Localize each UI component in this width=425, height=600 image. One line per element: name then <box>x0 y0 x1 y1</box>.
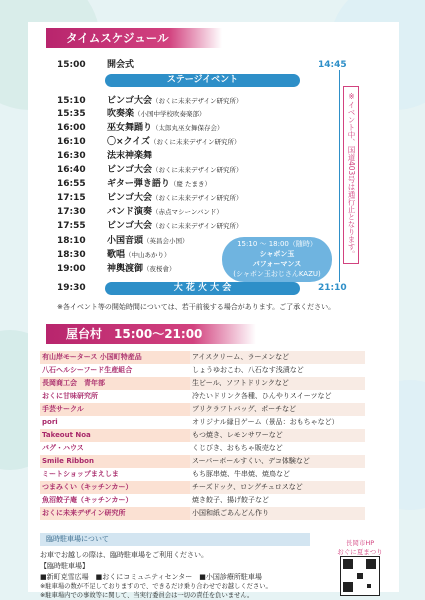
schedule-event <box>107 58 134 72</box>
stall-vendor: つまみくい（キッチンカー） <box>40 481 190 494</box>
schedule-event-performer: （おくに未来デザイン研究所） <box>152 194 243 202</box>
schedule-event-name: ビンゴ大会 <box>107 96 153 106</box>
schedule-event-name: 神輿渡御 <box>107 264 144 274</box>
stall-menu: ブリクラフトバッグ、ポーチなど <box>192 405 297 413</box>
schedule-event-performer: （英昌会小国） <box>143 237 189 245</box>
schedule-event-performer: （おくに未来デザイン研究所） <box>152 97 243 105</box>
schedule-event-performer: （小国中学校吹奏楽部） <box>134 110 206 118</box>
schedule-event-name: ビンゴ大会 <box>107 221 153 231</box>
stall-menu: 小国和紙ごあんどん作り <box>192 509 269 517</box>
stall-menu: 焼き餃子、揚げ餃子など <box>192 496 269 504</box>
schedule-event-performer: （おくに未来デザイン研究所） <box>152 166 243 174</box>
stall-vendor: 長岡商工会 青年部 <box>40 377 190 390</box>
stall-vendor: 魚沼餃子庵（キッチンカー） <box>42 496 133 504</box>
bubble-line: パフォーマンス <box>252 260 302 268</box>
schedule-event-name: 巫女舞踊り <box>107 123 153 133</box>
qr-label <box>336 538 384 556</box>
stall-menu: もち豚串焼、牛串焼、焼鳥など <box>192 470 290 478</box>
schedule-event-name: ビンゴ大会 <box>107 165 153 175</box>
timeline-line <box>339 70 340 282</box>
stall-vendor: Smile Ribbon <box>40 455 190 468</box>
road-closure-note: ※イベント中、国道403号は通行止となります。 <box>343 86 359 264</box>
schedule-event-name: 吹奏楽 <box>107 109 135 119</box>
schedule-note: ※各イベント等の開始時間については、若干前後する場合があります。ご了承ください。 <box>57 303 336 311</box>
schedule-event-performer: （夜桜會） <box>143 265 176 273</box>
stall-menu: チーズドック、ロングチュロスなど <box>192 483 303 491</box>
schedule-event-performer: （中山あかり） <box>125 251 171 259</box>
schedule-event <box>107 177 211 191</box>
schedule-time: 16:10 <box>57 137 86 147</box>
stall-vendor: おくに未来デザイン研究所 <box>40 507 190 520</box>
bubble-line: (シャボン玉おじさんKAZU) <box>233 270 321 278</box>
schedule-event-name: ビンゴ大会 <box>107 193 153 203</box>
schedule-event <box>107 121 224 135</box>
schedule-event-name: バンド演奏 <box>107 207 153 217</box>
stall-menu: アイスクリーム、ラーメンなど <box>192 353 290 361</box>
stage-end-time: 14:45 <box>318 60 347 70</box>
stall-vendor: pori <box>42 418 58 426</box>
schedule-time: 18:30 <box>57 250 86 260</box>
qr-code[interactable] <box>340 556 380 596</box>
schedule-event-name: ギター弾き語り <box>107 179 170 189</box>
schedule-event <box>107 94 243 108</box>
stall-menu: スーパーボールすくい、デコ体験など <box>192 457 310 465</box>
schedule-event-performer: （赤点マシーンバンド） <box>152 208 223 216</box>
parking-line: ■新町克雪広場 ■おくにコミュニティセンター ■小国診療所駐車場 <box>40 573 262 581</box>
parking-line: お車でお越しの際は、臨時駐車場をご利用ください。 <box>40 551 208 559</box>
schedule-event-name: 〇×クイズ <box>107 137 151 147</box>
schedule-event-name: 開会式 <box>107 60 135 70</box>
yatai-title: 屋台村 15:00～21:00 <box>46 324 256 344</box>
schedule-event-performer: （太郎丸巫女舞保存会） <box>152 124 224 132</box>
schedule-time: 17:55 <box>57 221 86 231</box>
stall-menu: オリジナル縁日ゲーム（景品：おもちゃなど） <box>192 418 339 426</box>
schedule-event-name: 歌唱 <box>107 250 126 260</box>
stall-vendor: 手芸サークル <box>40 403 190 416</box>
bubble-line: 15:10 ～ 18:00（随時） <box>237 240 317 248</box>
stall-vendor: バグ・ハウス <box>42 444 84 452</box>
schedule-time: 16:55 <box>57 179 86 189</box>
stall-menu: もつ焼き、レモンサワーなど <box>192 431 283 439</box>
bubble-performance <box>222 237 332 282</box>
stall-menu: くじびき、おもちゃ販売など <box>192 444 283 452</box>
fireworks-end-time: 21:10 <box>318 283 347 293</box>
schedule-event <box>107 149 152 163</box>
stall-vendor: 八石ヘルシーフード生産組合 <box>42 366 133 374</box>
schedule-event-performer: （おくに未来デザイン研究所） <box>152 222 243 230</box>
schedule-event-name: 小国音頭 <box>107 236 144 246</box>
parking-title: 臨時駐車場について <box>40 533 310 546</box>
schedule-event <box>107 205 223 219</box>
bubble-line: シャボン玉 <box>259 250 295 258</box>
qr-label-line: おぐに夏まつり <box>337 548 383 556</box>
stage-event-pill: ステージイベント <box>105 74 300 87</box>
fireworks-pill: 大 花 火 大 会 <box>105 282 300 295</box>
schedule-event <box>107 163 243 177</box>
schedule-event <box>107 262 176 276</box>
schedule-event-name: 法末神楽舞 <box>107 151 153 161</box>
schedule-time: 16:40 <box>57 165 86 175</box>
schedule-time: 18:10 <box>57 236 86 246</box>
schedule-time: 16:30 <box>57 151 86 161</box>
stall-vendor: おくに甘味研究所 <box>42 392 98 400</box>
schedule-event <box>107 191 243 205</box>
stall-vendor: 有山岸モータース 小国町特産品 <box>40 351 190 364</box>
parking-line: ※駐車場の数が不足しておりますので、できるだけ乗り合わせでお越しください。 <box>40 583 272 590</box>
stall-vendor: Takeout Noa <box>40 429 190 442</box>
schedule-event-performer: （おくに未来デザイン研究所） <box>150 138 241 146</box>
schedule-event <box>107 234 189 248</box>
stall-menu: しょうゆおこわ、八石なす浅漬など <box>192 366 304 374</box>
schedule-event <box>107 135 241 149</box>
schedule-time: 17:30 <box>57 207 86 217</box>
parking-line: ※駐車場内での事故等に関して、当実行委員会は一切の責任を負いません。 <box>40 592 254 599</box>
stall-menu: 冷たいドリンク各種、ひんやりスイーツなど <box>192 392 332 400</box>
qr-label-line: 長岡市HP <box>345 539 375 547</box>
schedule-time: 16:00 <box>57 123 86 133</box>
parking-line: 【臨時駐車場】 <box>40 562 89 570</box>
schedule-time: 15:00 <box>57 60 86 70</box>
schedule-event <box>107 248 171 262</box>
schedule-time: 15:35 <box>57 109 86 119</box>
fireworks-time: 19:30 <box>57 283 86 293</box>
schedule-event <box>107 219 243 233</box>
schedule-time: 15:10 <box>57 96 86 106</box>
stall-vendor: ミートショップまえしま <box>42 470 119 478</box>
schedule-event <box>107 107 206 121</box>
schedule-title: タイムスケジュール <box>46 28 222 48</box>
schedule-time: 17:15 <box>57 193 86 203</box>
schedule-event-performer: （慶 たまき） <box>169 180 211 188</box>
stall-menu: 生ビール、ソフトドリンクなど <box>192 379 289 387</box>
schedule-time: 19:00 <box>57 264 86 274</box>
